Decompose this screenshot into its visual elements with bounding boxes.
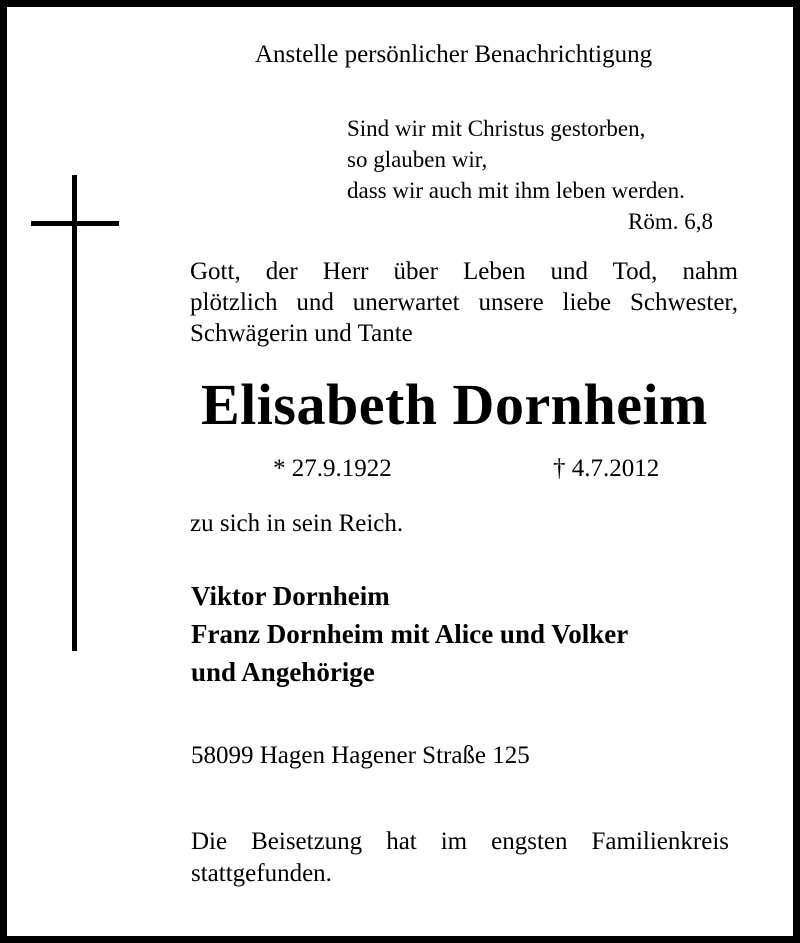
death-date: † 4.7.2012 xyxy=(553,455,660,482)
address: 58099 Hagen Hagener Straße 125 xyxy=(191,742,530,769)
verse-reference: Röm. 6,8 xyxy=(628,209,713,234)
bible-verse xyxy=(347,113,713,237)
after-name-text: zu sich in sein Reich. xyxy=(190,510,404,537)
burial-line: Die Beisetzung hat im engsten Familienkreis xyxy=(191,828,729,855)
burial-line: stattgefunden. xyxy=(191,860,332,887)
intro-line: Schwägerin und Tante xyxy=(190,320,413,347)
verse-line: so glauben wir, xyxy=(347,147,488,172)
mourner-line: Franz Dornheim mit Alice und Volker xyxy=(191,619,629,649)
mourners-list xyxy=(191,577,628,691)
cross-vertical-bar xyxy=(72,175,77,651)
intro-line: plötzlich und unerwartet unsere liebe Schwester, xyxy=(190,289,738,316)
mourner-line: und Angehörige xyxy=(191,657,375,687)
burial-note xyxy=(191,826,729,890)
verse-line: dass wir auch mit ihm leben werden. xyxy=(347,178,685,203)
birth-date: * 27.9.1922 xyxy=(273,455,392,482)
notice-header: Anstelle persönlicher Benachrichtigung xyxy=(255,41,653,68)
cross-horizontal-bar xyxy=(31,221,119,226)
intro-text xyxy=(190,256,738,349)
deceased-name: Elisabeth Dornheim xyxy=(201,372,708,437)
verse-line: Sind wir mit Christus gestorben, xyxy=(347,116,646,141)
mourner-line: Viktor Dornheim xyxy=(191,581,390,611)
intro-line: Gott, der Herr über Leben und Tod, nahm xyxy=(190,258,738,285)
